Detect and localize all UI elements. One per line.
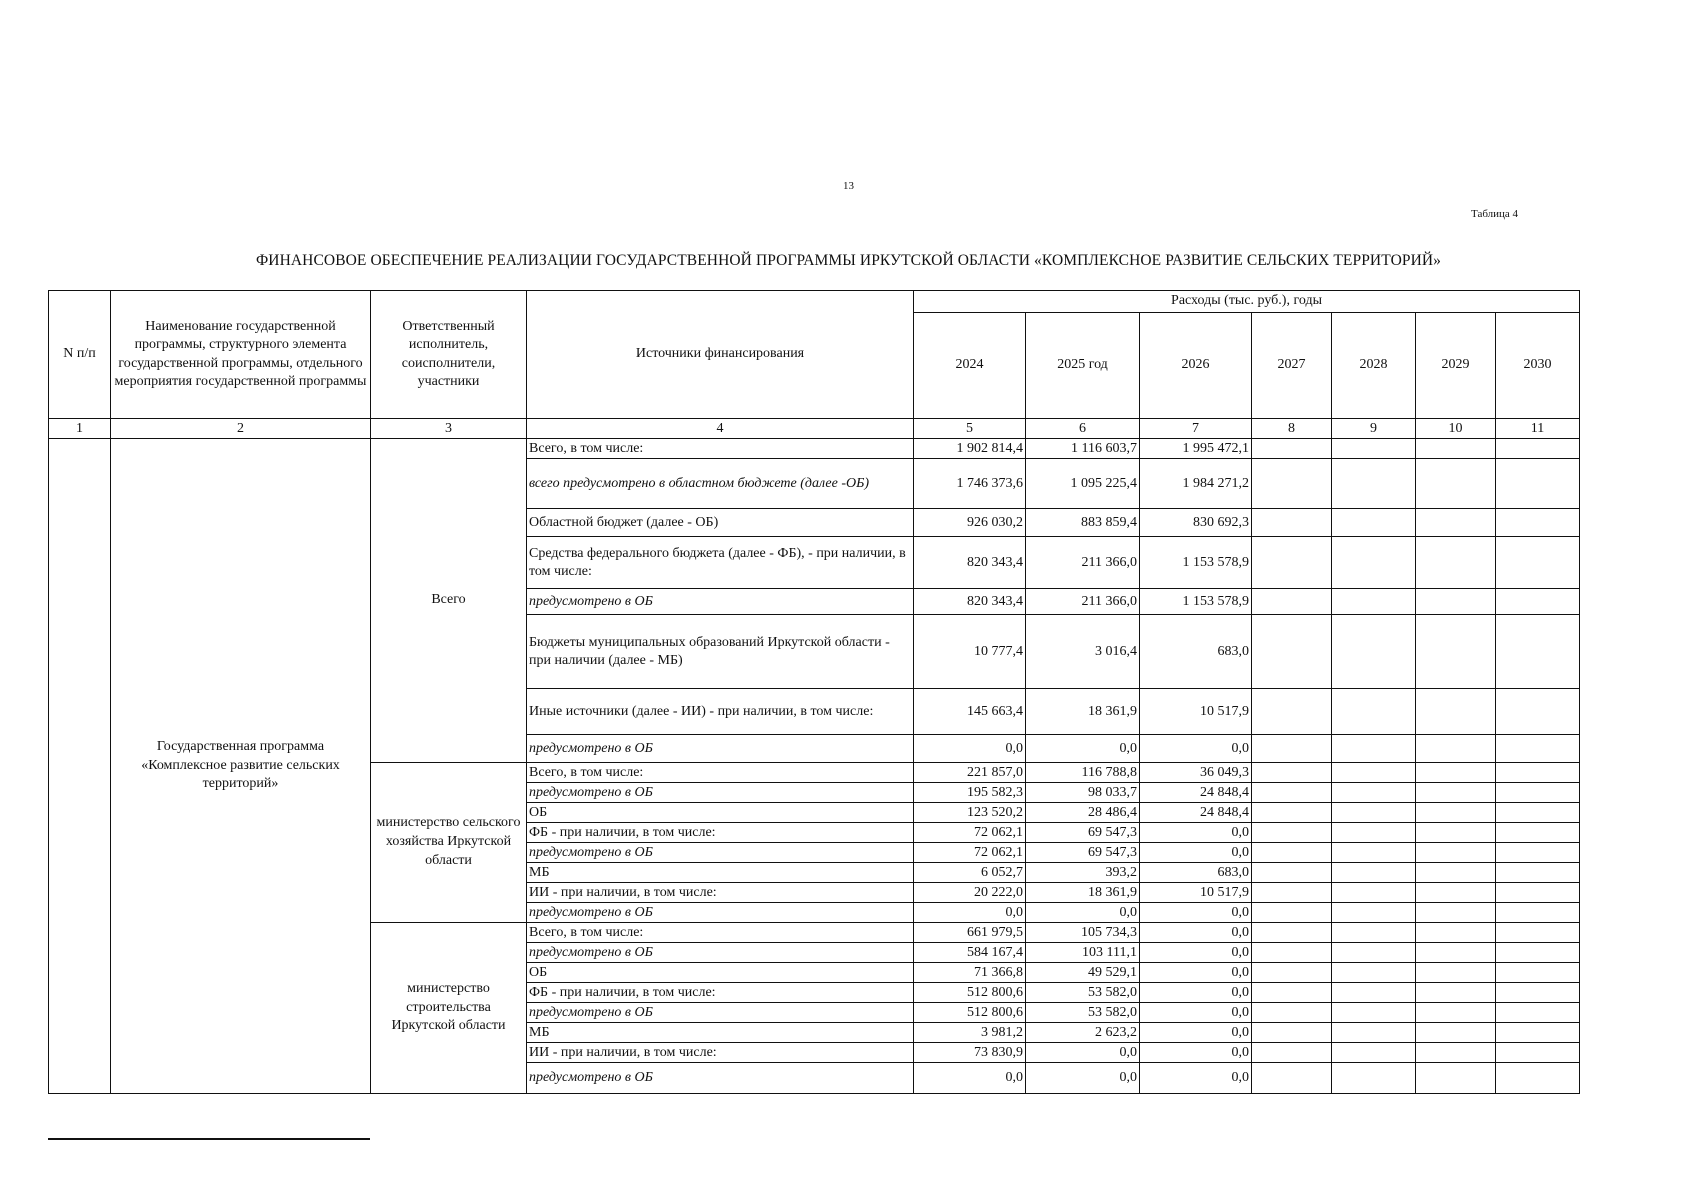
empty-cell <box>1252 459 1332 509</box>
executor-cell: министерство строительства Иркутской области <box>371 923 527 1094</box>
empty-cell <box>1496 537 1580 589</box>
amount-cell: 10 777,4 <box>914 615 1026 689</box>
header-num: N п/п <box>49 291 111 419</box>
empty-cell <box>1416 509 1496 537</box>
amount-cell: 683,0 <box>1140 615 1252 689</box>
empty-cell <box>1496 883 1580 903</box>
empty-cell <box>1332 439 1416 459</box>
amount-cell: 926 030,2 <box>914 509 1026 537</box>
empty-cell <box>1496 1043 1580 1063</box>
amount-cell: 0,0 <box>1140 1063 1252 1094</box>
empty-cell <box>1332 943 1416 963</box>
header-year: 2030 <box>1496 313 1580 419</box>
source-cell: всего предусмотрено в областном бюджете (далее -ОБ) <box>527 459 914 509</box>
row-number-cell <box>49 439 111 1094</box>
amount-cell: 584 167,4 <box>914 943 1026 963</box>
empty-cell <box>1496 803 1580 823</box>
empty-cell <box>1416 1023 1496 1043</box>
empty-cell <box>1416 763 1496 783</box>
empty-cell <box>1416 863 1496 883</box>
empty-cell <box>1252 983 1332 1003</box>
empty-cell <box>1332 843 1416 863</box>
source-cell: предусмотрено в ОБ <box>527 1003 914 1023</box>
empty-cell <box>1496 823 1580 843</box>
amount-cell: 10 517,9 <box>1140 883 1252 903</box>
header-name: Наименование государственной программы, структурного элемента государственной программы, отдельного мероприятия государственной программы <box>111 291 371 419</box>
table-caption: Таблица 4 <box>1471 208 1519 220</box>
empty-cell <box>1416 883 1496 903</box>
empty-cell <box>1252 1023 1332 1043</box>
empty-cell <box>1252 783 1332 803</box>
empty-cell <box>1332 923 1416 943</box>
amount-cell: 195 582,3 <box>914 783 1026 803</box>
amount-cell: 2 623,2 <box>1026 1023 1140 1043</box>
empty-cell <box>1416 589 1496 615</box>
empty-cell <box>1416 803 1496 823</box>
amount-cell: 0,0 <box>1140 903 1252 923</box>
empty-cell <box>1496 589 1580 615</box>
amount-cell: 211 366,0 <box>1026 537 1140 589</box>
empty-cell <box>1496 459 1580 509</box>
column-number: 2 <box>111 419 371 439</box>
empty-cell <box>1496 1023 1580 1043</box>
header-year: 2024 <box>914 313 1026 419</box>
source-cell: ОБ <box>527 803 914 823</box>
amount-cell: 1 095 225,4 <box>1026 459 1140 509</box>
amount-cell: 1 984 271,2 <box>1140 459 1252 509</box>
source-cell: предусмотрено в ОБ <box>527 1063 914 1094</box>
column-number: 7 <box>1140 419 1252 439</box>
amount-cell: 28 486,4 <box>1026 803 1140 823</box>
amount-cell: 211 366,0 <box>1026 589 1140 615</box>
source-cell: Всего, в том числе: <box>527 763 914 783</box>
amount-cell: 10 517,9 <box>1140 689 1252 735</box>
amount-cell: 72 062,1 <box>914 843 1026 863</box>
empty-cell <box>1416 1063 1496 1094</box>
empty-cell <box>1252 843 1332 863</box>
empty-cell <box>1252 883 1332 903</box>
empty-cell <box>1496 843 1580 863</box>
amount-cell: 1 153 578,9 <box>1140 589 1252 615</box>
source-cell: Средства федерального бюджета (далее - ФБ), - при наличии, в том числе: <box>527 537 914 589</box>
amount-cell: 0,0 <box>1140 843 1252 863</box>
column-number: 5 <box>914 419 1026 439</box>
empty-cell <box>1252 439 1332 459</box>
amount-cell: 123 520,2 <box>914 803 1026 823</box>
source-cell: ИИ - при наличии, в том числе: <box>527 1043 914 1063</box>
source-cell: ОБ <box>527 963 914 983</box>
empty-cell <box>1252 903 1332 923</box>
amount-cell: 49 529,1 <box>1026 963 1140 983</box>
amount-cell: 683,0 <box>1140 863 1252 883</box>
empty-cell <box>1252 923 1332 943</box>
amount-cell: 512 800,6 <box>914 983 1026 1003</box>
empty-cell <box>1332 963 1416 983</box>
amount-cell: 221 857,0 <box>914 763 1026 783</box>
amount-cell: 69 547,3 <box>1026 823 1140 843</box>
amount-cell: 1 902 814,4 <box>914 439 1026 459</box>
amount-cell: 53 582,0 <box>1026 983 1140 1003</box>
amount-cell: 24 848,4 <box>1140 803 1252 823</box>
empty-cell <box>1416 843 1496 863</box>
column-number: 6 <box>1026 419 1140 439</box>
empty-cell <box>1416 439 1496 459</box>
column-number: 4 <box>527 419 914 439</box>
amount-cell: 512 800,6 <box>914 1003 1026 1023</box>
source-cell: предусмотрено в ОБ <box>527 735 914 763</box>
empty-cell <box>1332 537 1416 589</box>
executor-cell: Всего <box>371 439 527 763</box>
source-cell: предусмотрено в ОБ <box>527 943 914 963</box>
source-cell: предусмотрено в ОБ <box>527 783 914 803</box>
amount-cell: 0,0 <box>1026 903 1140 923</box>
empty-cell <box>1416 923 1496 943</box>
empty-cell <box>1332 803 1416 823</box>
empty-cell <box>1252 509 1332 537</box>
empty-cell <box>1416 963 1496 983</box>
empty-cell <box>1252 615 1332 689</box>
table-body <box>49 439 1580 1094</box>
table-row <box>49 439 1580 459</box>
amount-cell: 73 830,9 <box>914 1043 1026 1063</box>
amount-cell: 0,0 <box>1140 983 1252 1003</box>
header-year: 2028 <box>1332 313 1416 419</box>
column-number: 11 <box>1496 419 1580 439</box>
empty-cell <box>1496 509 1580 537</box>
empty-cell <box>1332 1043 1416 1063</box>
empty-cell <box>1416 943 1496 963</box>
empty-cell <box>1496 1063 1580 1094</box>
amount-cell: 0,0 <box>1026 735 1140 763</box>
empty-cell <box>1416 1043 1496 1063</box>
amount-cell: 18 361,9 <box>1026 883 1140 903</box>
empty-cell <box>1332 1063 1416 1094</box>
empty-cell <box>1496 439 1580 459</box>
empty-cell <box>1416 537 1496 589</box>
amount-cell: 0,0 <box>1140 943 1252 963</box>
header-expenses: Расходы (тыс. руб.), годы <box>914 291 1580 313</box>
empty-cell <box>1252 537 1332 589</box>
amount-cell: 393,2 <box>1026 863 1140 883</box>
empty-cell <box>1332 903 1416 923</box>
empty-cell <box>1252 735 1332 763</box>
amount-cell: 0,0 <box>914 735 1026 763</box>
amount-cell: 69 547,3 <box>1026 843 1140 863</box>
empty-cell <box>1416 903 1496 923</box>
source-cell: Всего, в том числе: <box>527 439 914 459</box>
amount-cell: 0,0 <box>1140 823 1252 843</box>
column-number: 10 <box>1416 419 1496 439</box>
empty-cell <box>1416 823 1496 843</box>
amount-cell: 24 848,4 <box>1140 783 1252 803</box>
source-cell: предусмотрено в ОБ <box>527 589 914 615</box>
amount-cell: 18 361,9 <box>1026 689 1140 735</box>
column-number-row <box>49 419 1580 439</box>
empty-cell <box>1332 615 1416 689</box>
empty-cell <box>1416 615 1496 689</box>
amount-cell: 0,0 <box>914 903 1026 923</box>
empty-cell <box>1332 863 1416 883</box>
amount-cell: 98 033,7 <box>1026 783 1140 803</box>
empty-cell <box>1496 903 1580 923</box>
amount-cell: 0,0 <box>1140 1043 1252 1063</box>
amount-cell: 1 746 373,6 <box>914 459 1026 509</box>
header-executor: Ответственный исполнитель, соисполнители, участники <box>371 291 527 419</box>
amount-cell: 0,0 <box>1140 963 1252 983</box>
empty-cell <box>1416 459 1496 509</box>
empty-cell <box>1252 823 1332 843</box>
financing-table <box>48 290 1580 1094</box>
amount-cell: 0,0 <box>1140 735 1252 763</box>
empty-cell <box>1332 735 1416 763</box>
source-cell: Бюджеты муниципальных образований Иркутской области - при наличии (далее - МБ) <box>527 615 914 689</box>
empty-cell <box>1252 763 1332 783</box>
empty-cell <box>1496 943 1580 963</box>
empty-cell <box>1252 1063 1332 1094</box>
empty-cell <box>1332 1023 1416 1043</box>
column-number: 9 <box>1332 419 1416 439</box>
empty-cell <box>1496 863 1580 883</box>
source-cell: ФБ - при наличии, в том числе: <box>527 983 914 1003</box>
amount-cell: 0,0 <box>914 1063 1026 1094</box>
amount-cell: 661 979,5 <box>914 923 1026 943</box>
empty-cell <box>1332 509 1416 537</box>
empty-cell <box>1496 1003 1580 1023</box>
empty-cell <box>1416 735 1496 763</box>
amount-cell: 20 222,0 <box>914 883 1026 903</box>
amount-cell: 820 343,4 <box>914 537 1026 589</box>
empty-cell <box>1332 689 1416 735</box>
amount-cell: 830 692,3 <box>1140 509 1252 537</box>
empty-cell <box>1496 615 1580 689</box>
empty-cell <box>1496 763 1580 783</box>
amount-cell: 3 981,2 <box>914 1023 1026 1043</box>
header-sources: Источники финансирования <box>527 291 914 419</box>
header-year: 2027 <box>1252 313 1332 419</box>
empty-cell <box>1416 783 1496 803</box>
column-number: 1 <box>49 419 111 439</box>
empty-cell <box>1496 735 1580 763</box>
header-year: 2026 <box>1140 313 1252 419</box>
amount-cell: 0,0 <box>1140 923 1252 943</box>
column-number: 3 <box>371 419 527 439</box>
empty-cell <box>1496 783 1580 803</box>
amount-cell: 53 582,0 <box>1026 1003 1140 1023</box>
amount-cell: 883 859,4 <box>1026 509 1140 537</box>
empty-cell <box>1416 689 1496 735</box>
source-cell: предусмотрено в ОБ <box>527 903 914 923</box>
amount-cell: 145 663,4 <box>914 689 1026 735</box>
empty-cell <box>1496 923 1580 943</box>
source-cell: предусмотрено в ОБ <box>527 843 914 863</box>
empty-cell <box>1252 1003 1332 1023</box>
empty-cell <box>1252 803 1332 823</box>
empty-cell <box>1252 863 1332 883</box>
header-year: 2025 год <box>1026 313 1140 419</box>
source-cell: Областной бюджет (далее - ОБ) <box>527 509 914 537</box>
empty-cell <box>1332 589 1416 615</box>
empty-cell <box>1252 963 1332 983</box>
amount-cell: 6 052,7 <box>914 863 1026 883</box>
amount-cell: 71 366,8 <box>914 963 1026 983</box>
amount-cell: 3 016,4 <box>1026 615 1140 689</box>
amount-cell: 72 062,1 <box>914 823 1026 843</box>
column-number: 8 <box>1252 419 1332 439</box>
amount-cell: 0,0 <box>1140 1003 1252 1023</box>
amount-cell: 116 788,8 <box>1026 763 1140 783</box>
amount-cell: 103 111,1 <box>1026 943 1140 963</box>
source-cell: ИИ - при наличии, в том числе: <box>527 883 914 903</box>
empty-cell <box>1252 943 1332 963</box>
empty-cell <box>1416 983 1496 1003</box>
source-cell: Всего, в том числе: <box>527 923 914 943</box>
amount-cell: 1 116 603,7 <box>1026 439 1140 459</box>
empty-cell <box>1496 689 1580 735</box>
amount-cell: 0,0 <box>1026 1063 1140 1094</box>
empty-cell <box>1332 783 1416 803</box>
amount-cell: 0,0 <box>1140 1023 1252 1043</box>
amount-cell: 0,0 <box>1026 1043 1140 1063</box>
empty-cell <box>1332 763 1416 783</box>
empty-cell <box>1496 983 1580 1003</box>
empty-cell <box>1332 823 1416 843</box>
page-number: 13 <box>843 180 854 192</box>
empty-cell <box>1416 1003 1496 1023</box>
program-name-cell: Государственная программа «Комплексное развитие сельских территорий» <box>111 439 371 1094</box>
empty-cell <box>1332 883 1416 903</box>
source-cell: Иные источники (далее - ИИ) - при наличии, в том числе: <box>527 689 914 735</box>
empty-cell <box>1332 1003 1416 1023</box>
empty-cell <box>1332 459 1416 509</box>
amount-cell: 36 049,3 <box>1140 763 1252 783</box>
executor-cell: министерство сельского хозяйства Иркутской области <box>371 763 527 923</box>
amount-cell: 820 343,4 <box>914 589 1026 615</box>
header-year: 2029 <box>1416 313 1496 419</box>
amount-cell: 1 153 578,9 <box>1140 537 1252 589</box>
source-cell: ФБ - при наличии, в том числе: <box>527 823 914 843</box>
empty-cell <box>1496 963 1580 983</box>
empty-cell <box>1252 589 1332 615</box>
bottom-rule <box>48 1138 370 1140</box>
empty-cell <box>1252 1043 1332 1063</box>
page-title: ФИНАНСОВОЕ ОБЕСПЕЧЕНИЕ РЕАЛИЗАЦИИ ГОСУДАРСТВЕННОЙ ПРОГРАММЫ ИРКУТСКОЙ ОБЛАСТИ «КОМПЛЕКСНОЕ РАЗВИТИЕ СЕЛЬСКИХ ТЕРРИТОРИЙ» <box>255 252 1442 269</box>
empty-cell <box>1252 689 1332 735</box>
amount-cell: 1 995 472,1 <box>1140 439 1252 459</box>
source-cell: МБ <box>527 1023 914 1043</box>
table-header <box>49 291 1580 439</box>
source-cell: МБ <box>527 863 914 883</box>
empty-cell <box>1332 983 1416 1003</box>
amount-cell: 105 734,3 <box>1026 923 1140 943</box>
